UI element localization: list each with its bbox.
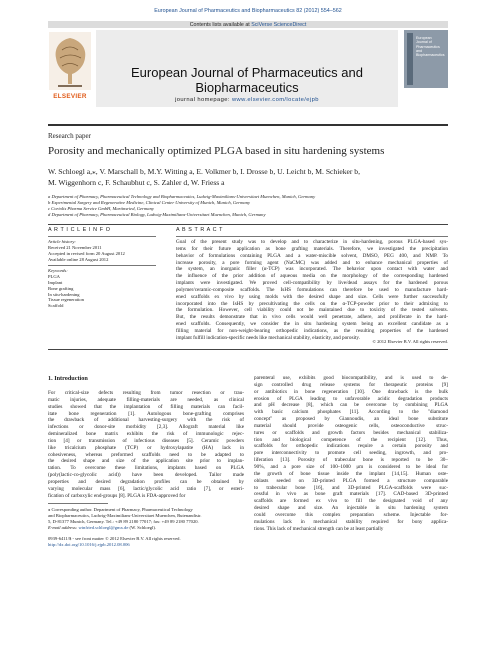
journal-cover [404, 30, 448, 88]
keyword: Bone grafting [48, 285, 74, 291]
text-line: or antibiotics in bone regeneration [10]. One drawback is the bulk [254, 388, 448, 395]
keyword: Scaffold [48, 303, 64, 309]
article-info-heading: A R T I C L E I N F O [48, 227, 111, 233]
keyword: Implant [48, 279, 63, 285]
text-line: the formulation. However, cell viability could not be maintained due to toxicity of the tested solvents. [176, 307, 448, 314]
text-line: parenteral use, exhibits good biocompatibility, and is used to de- [254, 375, 448, 381]
text-line: 90%, and a pore size of 100–1000 μm is considered to be ideal for [254, 463, 448, 470]
text-line: oblasts seeded on 3D-printed PLGA formed a structure comparable [254, 477, 448, 484]
text-line: the drawback of additional harvesting-surgery with the risk of [48, 417, 244, 424]
text-line: the influence of the prior addition of aqueous media on the morphology of the corresponding hardened [176, 273, 448, 280]
abstract-bottom-rule [48, 349, 448, 350]
homepage-link[interactable]: www.elsevier.com/locate/ejpb [231, 97, 319, 103]
text-line: liferation [13]. Porosity of trabecular bone is reported to be 30– [254, 457, 448, 464]
email-line: E-mail address: winfried.schloegl@gmx.de (W. Schloegl). [48, 525, 157, 531]
doi-link[interactable]: http://dx.doi.org/10.1016/j.ejpb.2012.08.006 [48, 542, 130, 548]
text-line: pore interconnectivity to promote cell seeding, ingrowth, and pro- [254, 450, 448, 457]
text-line: tions. This lack of mechanical strength can be at least partially [254, 525, 384, 532]
authors-line-2: M. Wiggenhorn c, F. Schaubhut c, S. Zahler d, W. Friess a [48, 178, 225, 187]
text-line: cessful in vivo as bone graft materials [17]. CAD-based 3D-printed [254, 491, 448, 498]
text-line: ened scaffolds ex vivo by using molds with the desired shape and size. Cells were further successfully [176, 293, 448, 300]
info-rule [48, 236, 156, 237]
text-line: could overcome this complex preparation scheme. Injectable for- [254, 511, 448, 518]
text-line: with basic calcium phosphates [11]. According to the "diamond [254, 409, 448, 416]
text-line: tation. To overcome these limitations, implants based on PLGA [48, 465, 244, 472]
header-rule [48, 124, 448, 126]
keyword: In situ-hardening [48, 291, 80, 297]
text-line: But, the results demonstrate that in vivo cells would well penetrate, adhere, and proliferate in the hard- [176, 314, 448, 321]
abstract-heading: A B S T R A C T [176, 227, 224, 233]
text-line: infections or donor-site morbidity [2,3]. Allograft material like [48, 424, 244, 431]
text-line: studies showed that the implantation of filling materials can facil- [48, 403, 244, 410]
keywords: Keywords: PLGA Implant Bone grafting In situ-hardening Tissue regeneration Scaffold [48, 268, 156, 309]
email-link[interactable]: winfried.schloegl@gmx.de [78, 525, 129, 531]
text-line: tures or scaffolds and growth factors besides mechanical stabiliza- [254, 429, 448, 436]
text-line: the growth of bone tissue inside the implant [14,15]. Human oste- [254, 470, 448, 477]
text-line: demineralized bone matrix exhibits the risk of immunologic rejec- [48, 431, 244, 438]
info-top-rule [48, 224, 448, 225]
article-history: Article history: Received 21 November 2011 Accepted in revised form 20 August 2012 Available online 28 August 2012 [48, 239, 125, 263]
text-line: tems for their future application as bone grafting materials. Therefore, we investigated the precipitation [176, 245, 448, 252]
author-list [48, 166, 448, 188]
text-line: behavior of formulations containing PLGA and a water-miscible solvent, DMSO, PEG 400, and NMP. To [176, 252, 448, 259]
homepage-line: journal homepage: www.elsevier.com/locate/ejpb [175, 97, 319, 103]
text-line: filling material for non-weight-bearing orthopedic indications, as the resulting properties of the hardened [176, 327, 448, 334]
cover-title: European Journal of Pharmaceutics and Biopharmaceutics [416, 36, 445, 58]
section-heading: 1. Introduction [48, 375, 88, 382]
affiliation-a: a Department of Pharmacy, Pharmaceutical Technology and Biopharmaceutics, Ludwig-Maximilians-Universitaet Muenchen, Munich, Germany [48, 194, 316, 199]
affiliation-d: d Department of Pharmacy, Pharmaceutical Biology, Ludwig-Maximilians-Universitaet Muenchen, Munich, Germany [48, 212, 266, 218]
text-line: the system, an inorganic filler (α-TCP) was incorporated. The behavior upon contact with water and [176, 266, 448, 273]
article-title: Porosity and mechanically optimized PLGA based in situ hardening systems [48, 145, 385, 157]
text-line: ened scaffolds. Consequently, we consider the in situ hardening system being an excellent candidate as a [176, 321, 448, 328]
text-line: desired shape and size. An injectable in situ hardening system [254, 505, 448, 512]
affiliations [48, 194, 448, 218]
sciencedirect-link[interactable]: SciVerse ScienceDirect [251, 22, 307, 28]
text-line: matic injuries, adequate filling-materials are needed, as clinical [48, 396, 244, 403]
authors-line-1: W. Schloegl a,⁎, V. Marschall b, M.Y. Witting a, E. Volkmer b, I. Drosse b, U. Leicht b, M. Schieker b, [48, 167, 360, 176]
text-line: (poly(lactic-co-glycolic acid)) have been developed. Tailor made [48, 472, 244, 479]
text-line: like tricalcium phosphate (TCP) or hydroxylapatite (HA) lack in [48, 444, 244, 451]
text-line: polymer/ceramic-composite scaffolds. The IsHS formulations can therefore be used to manufacture hard- [176, 286, 448, 293]
text-line: cohesiveness, whereas preformed scaffolds need to be adapted to [48, 451, 244, 458]
text-line: mulations lack in mechanical stability required for bony applica- [254, 518, 448, 525]
cover-spine [407, 33, 413, 85]
text-line: Goal of the present study was to develop and to characterize in situ-hardening, porous PLGA-based sys- [176, 239, 448, 245]
text-line: incorporated into the IsHS by precultivating the cells on the α-TCP-powder prior to their admixing to [176, 300, 448, 307]
text-line: For critical-size defects resulting from tumor resection or trau- [48, 390, 244, 396]
keyword: PLGA [48, 273, 60, 279]
text-line: varying molecular mass [6], lactic/glycolic acid ratio [7], or esteri- [48, 485, 244, 492]
text-line: itate bone regeneration [1]. Autologous bone-grafting comprises [48, 410, 244, 417]
text-line: implant fulfill indication-specific needs like mechanical stability, elasticity, and porosity. [176, 334, 360, 341]
journal-header [48, 21, 448, 117]
text-line: tion and biological competence of the recipient [12]. Thus, [254, 436, 448, 443]
text-line: scaffolds for orthopedic indications require a certain porosity and [254, 443, 448, 450]
text-line: sign controlled drug release systems for therapeutic proteins [9] [254, 381, 448, 388]
keywords-rule [48, 265, 156, 266]
text-line: the desired shape and size of the application site prior to implan- [48, 458, 244, 465]
text-line: concept" as proposed by Giannoudis, an ideal bone substitute [254, 416, 448, 423]
text-line: implants were investigated. We proved cell-compatibility by live/dead assays for the hardened porous [176, 280, 448, 287]
issn-line: 0939-6411/$ - see front matter © 2012 Elsevier B.V. All rights reserved. [48, 536, 181, 541]
text-line: properties and desired degradation profiles can be obtained by [48, 478, 244, 485]
copyright: © 2012 Elsevier B.V. All rights reserved. [372, 339, 448, 344]
elsevier-logo: ELSEVIER [48, 30, 92, 104]
bottom-matter [48, 536, 348, 548]
contents-line: Contents lists available at SciVerse ScienceDirect [189, 22, 307, 28]
abstract-body [176, 239, 448, 342]
corresponding-author-footnote: ⁎ Corresponding author. Department of Pharmacy, Pharmaceutical Technology and Biopharmaceutics, Ludwig-Maximilians-Universitaet Muenchen, Butenandtstr. 5, D-81377 Munich, Germany. Tel.: +49 89 2180 77017; fax: +49 89 2180 77020. E-mail address: winfried.schloegl@gmx.de (W. Schloegl). [48, 507, 244, 531]
text-line: erosion of PLGA leading to unfavorable acidic degradation products [254, 395, 448, 402]
text-line: fication of carboxylic end-groups [8]. PLGA is FDA-approved for [48, 492, 186, 499]
keyword: Tissue regeneration [48, 297, 84, 303]
elsevier-tree-icon [48, 30, 92, 92]
running-title: European Journal of Pharmaceutics and Biopharmaceutics 82 (2012) 554–562 [154, 8, 342, 14]
text-line: increase porosity, a pore forming agent (NaCMC) was added and to enhance mechanical properties of [176, 259, 448, 266]
intro-right-column [254, 375, 448, 532]
abstract-rule [176, 236, 448, 237]
text-line: to trabecular bone [16], and 3D-printed PLGA-scaffolds were suc- [254, 484, 448, 491]
affiliation-c: c Coriolis Pharma Service GmbH, Martinsried, Germany [48, 206, 154, 212]
article-type: Research paper [48, 132, 91, 140]
text-line: and pH decrease [8], which can be overcome by combining PLGA [254, 402, 448, 409]
footnote-rule [48, 503, 108, 504]
text-line: material should provide osteogenic cells, osteoconductive struc- [254, 422, 448, 429]
journal-name: European Journal of Pharmaceutics and Biopharmaceutics [131, 65, 363, 95]
affiliation-b: b Experimental Surgery and Regenerative Medicine, Clinical Center University of Munich, Munich, Germany [48, 200, 251, 206]
intro-left-column [48, 390, 244, 500]
text-line: scaffolds are formed ex vivo to fill the designated void of any [254, 498, 448, 505]
text-line: tion [4] or transmission of infectious diseases [5]. Ceramic powders [48, 437, 244, 444]
